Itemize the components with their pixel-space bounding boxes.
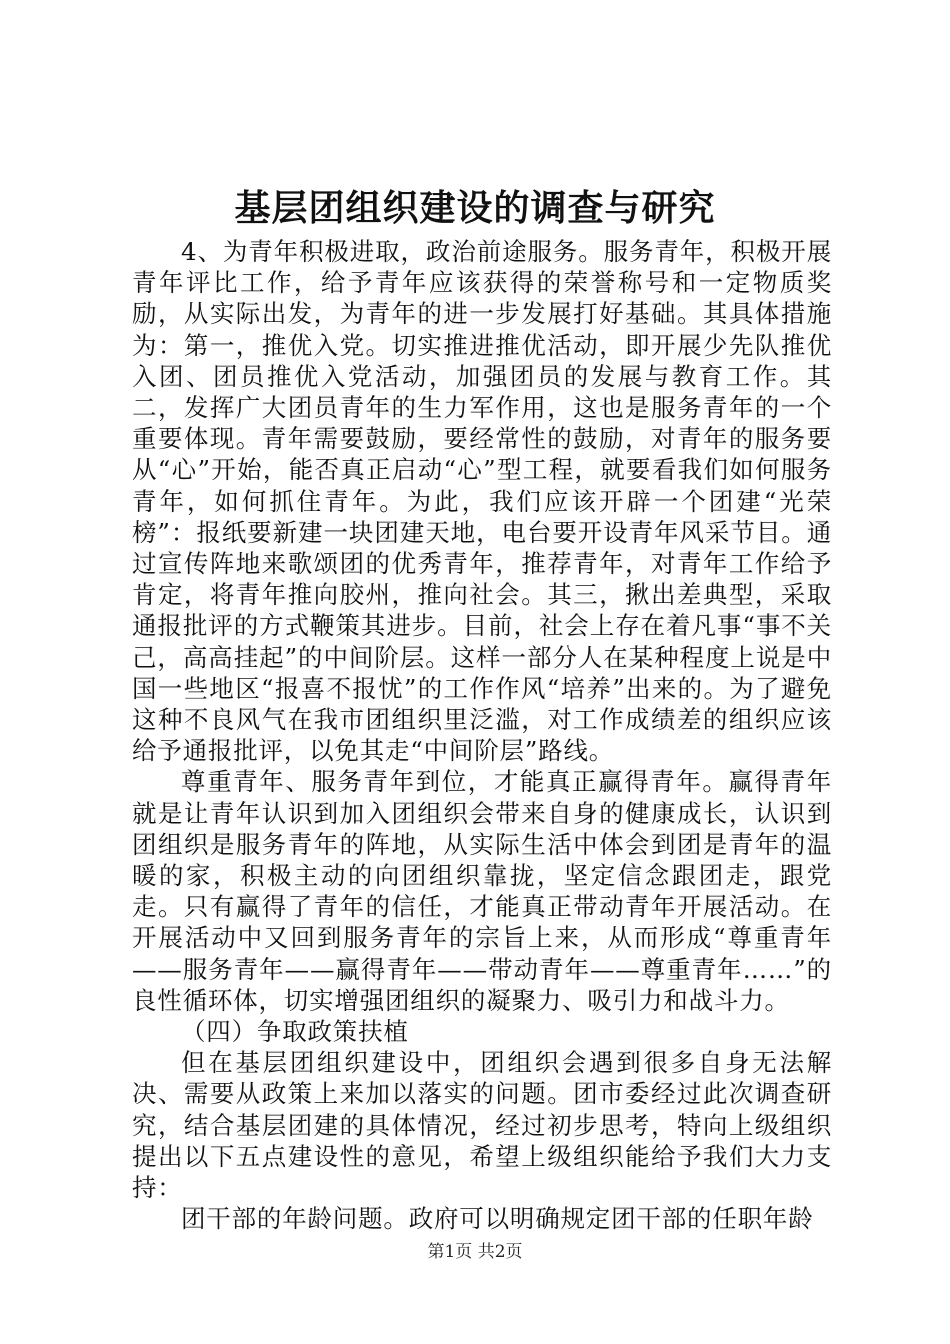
paragraph-cadre-age: 团干部的年龄问题。政府可以明确规定团干部的任职年龄 [181, 1204, 814, 1234]
document-title: 基层团组织建设的调查与研究 [234, 187, 716, 229]
paragraph-policy-suggestions: 但在基层团组织建设中，团组织会遇到很多自身无法解决、需要从政策上来加以落实的问题。团市委经过此次调查研究，结合基层团建的具体情况，经过初步思考，特向上级组织提出以下五点建设性的意见，希望上级组织能给予我们大力支持： [132, 1048, 832, 1203]
paragraph-win-youth: 尊重青年、服务青年到位，才能真正赢得青年。赢得青年就是让青年认识到加入团组织会带来自身的健康成长，认识到团组织是服务青年的阵地，从实际生活中体会到团是青年的温暖的家，积极主动的向团组织靠拢，坚定信念跟团走，跟党走。只有赢得了青年的信任，才能真正带动青年开展活动。在开展活动中又回到服务青年的宗旨上来，从而形成“尊重青年——服务青年——赢得青年——带动青年——尊重青年……”的良性循环体，切实增强团组织的凝聚力、吸引力和战斗力。 [132, 767, 832, 1015]
paragraph-service-measures: 4、为青年积极进取，政治前途服务。服务青年，积极开展青年评比工作，给予青年应该获得的荣誉称号和一定物质奖励，从实际出发，为青年的进一步发展打好基础。其具体措施为：第一，推优入党。切实推进推优活动，即开展少先队推优入团、团员推优入党活动，加强团员的发展与教育工作。其二，发挥广大团员青年的生力军作用，这也是服务青年的一个重要体现。青年需要鼓励，要经常性的鼓励，对青年的服务要从“心”开始，能否真正启动“心”型工程，就要看我们如何服务青年，如何抓住青年。为此，我们应该开辟一个团建“光荣榜”：报纸要新建一块团建天地，电台要开设青年风采节目。通过宣传阵地来歌颂团的优秀青年，推荐青年，对青年工作给予肯定，将青年推向胶州，推向社会。其三，揪出差典型，采取通报批评的方式鞭策其进步。目前，社会上存在着凡事“事不关己，高高挂起”的中间阶层。这样一部分人在某种程度上说是中国一些地区“报喜不报忧”的工作作风“培养”出来的。为了避免这种不良风气在我市团组织里泛滥，对工作成绩差的组织应该给予通报批评，以免其走“中间阶层”路线。 [132, 237, 833, 766]
page-number-footer: 第1页 共2页 [427, 1242, 523, 1262]
document-body [132, 236, 832, 1235]
section-heading-policy-support: （四）争取政策扶植 [181, 1017, 409, 1047]
